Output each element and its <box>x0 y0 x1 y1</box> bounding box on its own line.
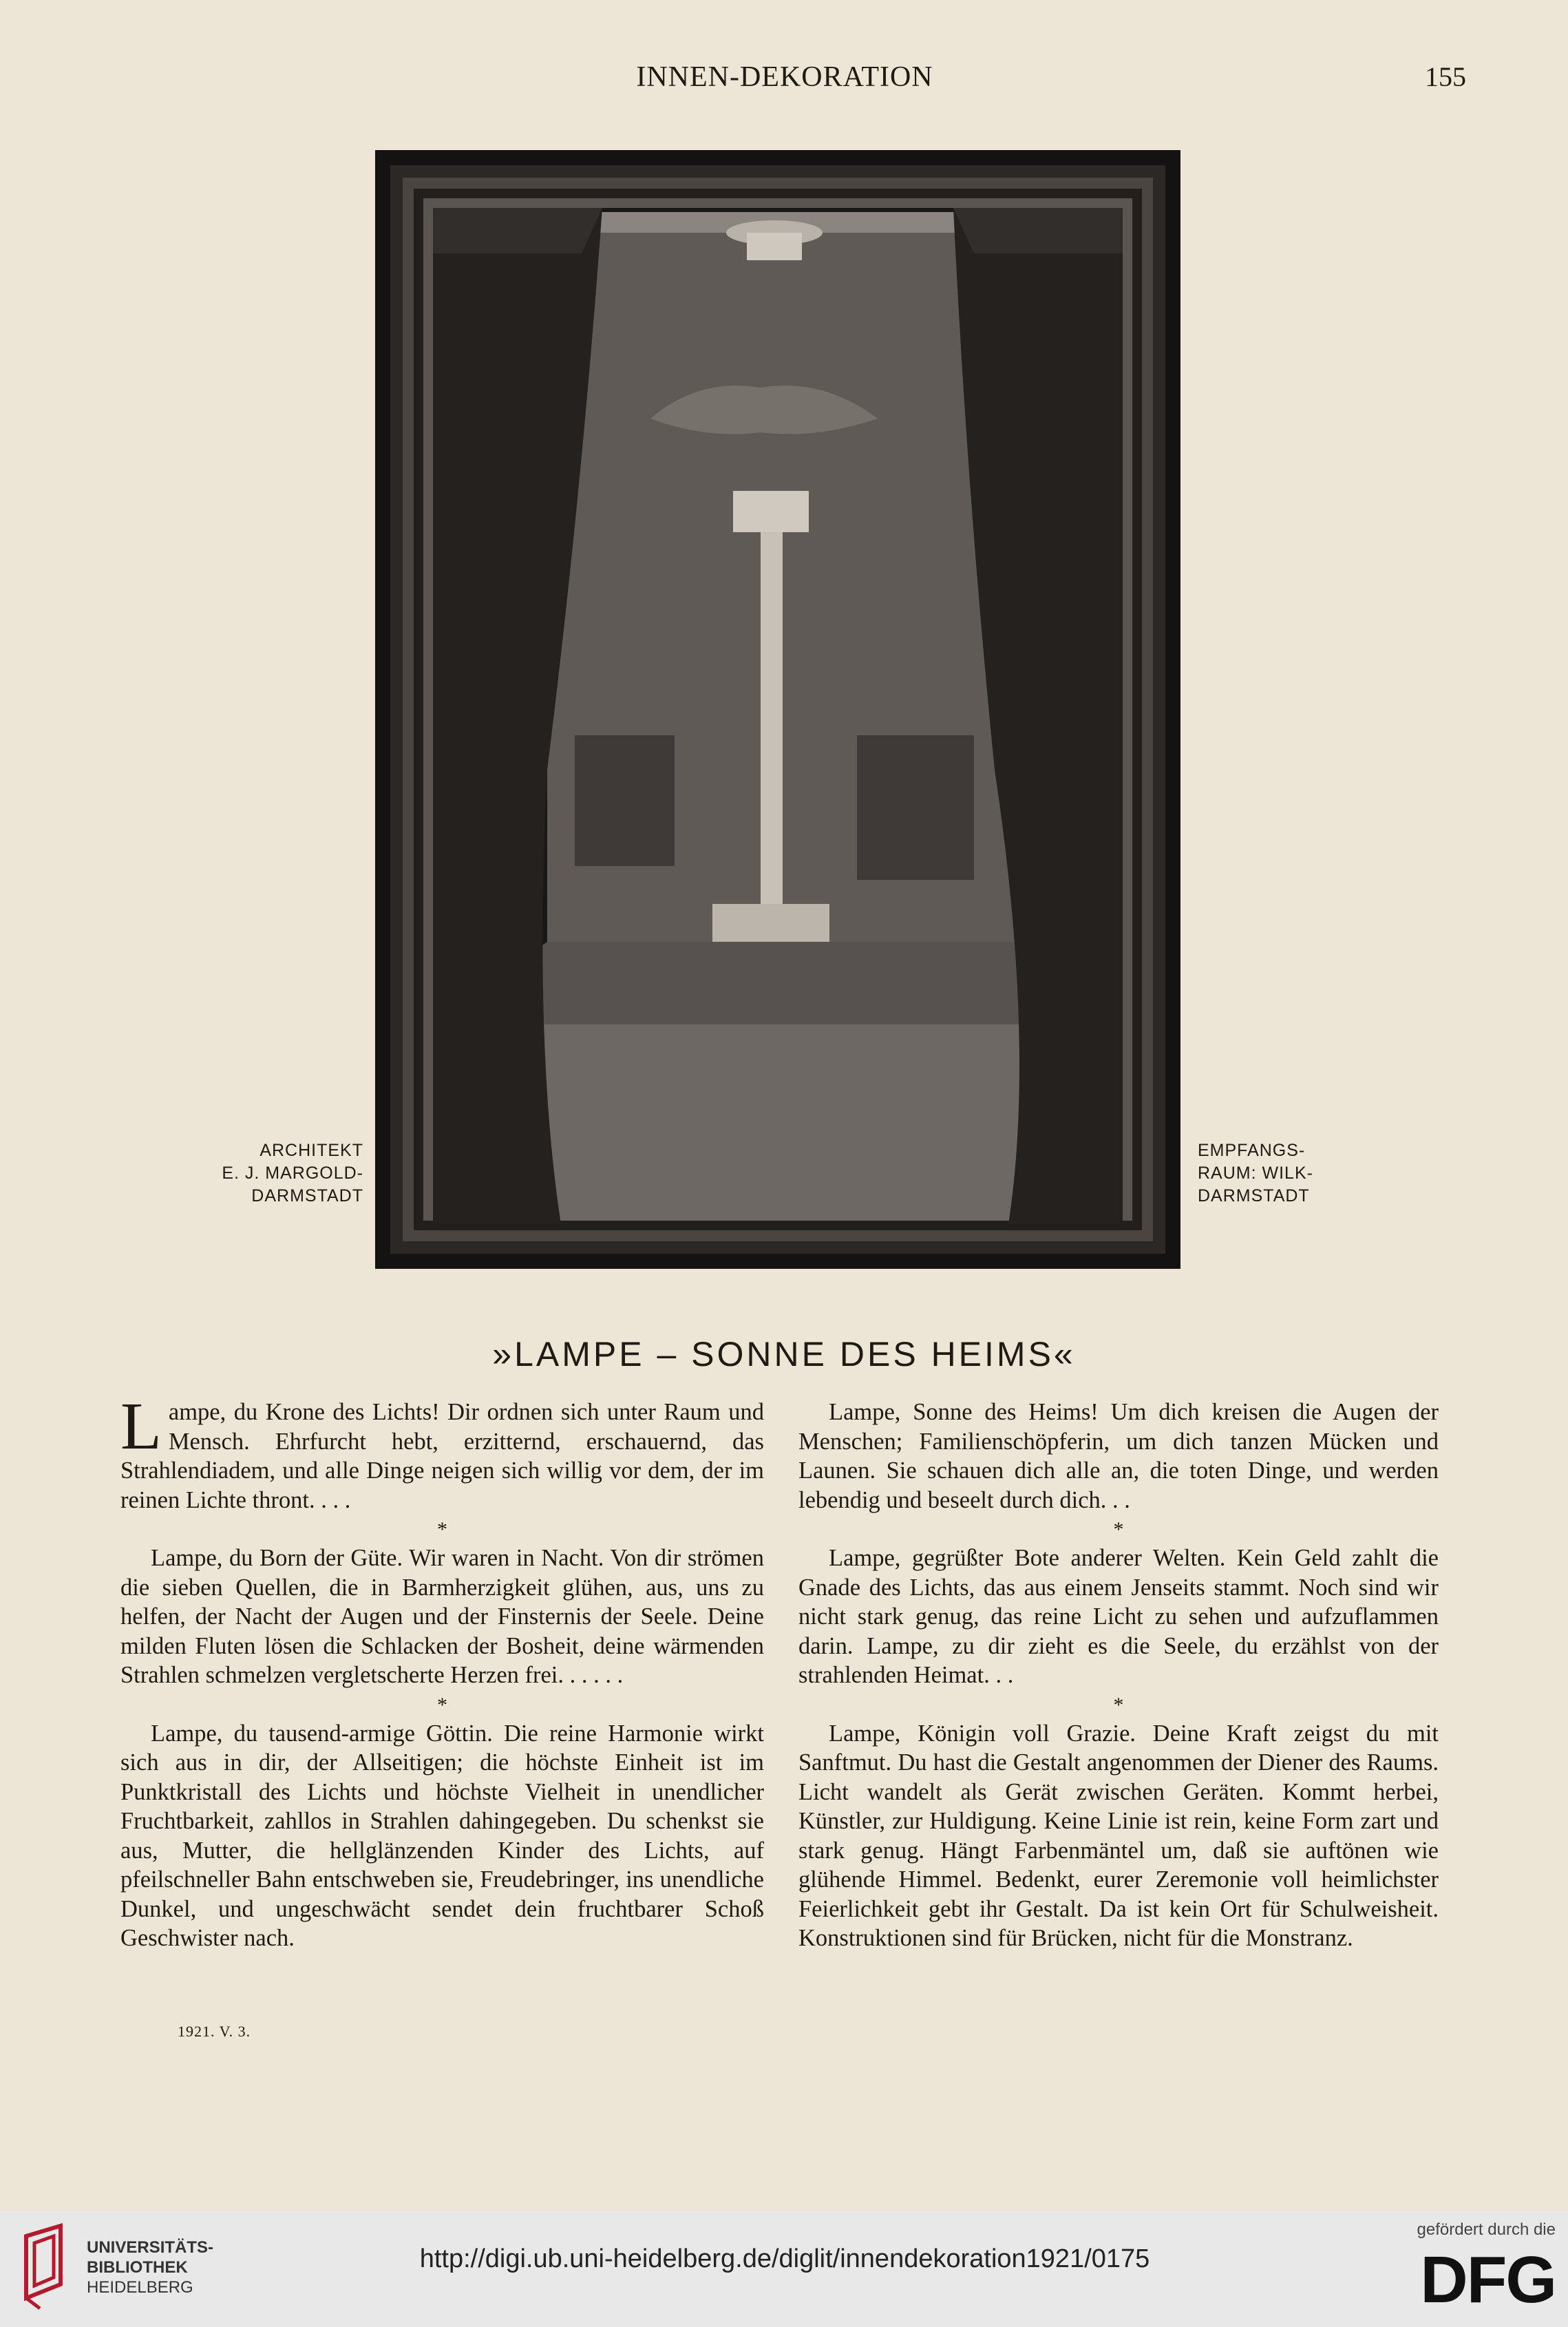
running-title: INNEN-DEKORATION <box>636 61 933 93</box>
page-number: 155 <box>1425 61 1466 92</box>
library-line: UNIVERSITÄTS- <box>87 2238 214 2257</box>
caption-line: DARMSTADT <box>251 1186 363 1205</box>
library-line: HEIDELBERG <box>87 2278 193 2297</box>
paragraph: Lampe, Sonne des Heims! Um dich kreisen die Augen der Menschen; Familienschöpferin, um dich tanzen Mücken und Launen. Sie schauen dich alle an, die toten Dinge, und werden lebendig und beseelt durch dich. . . <box>798 1399 1439 1513</box>
paragraph <box>120 1389 764 1515</box>
paragraph: Lampe, du Born der Güte. Wir waren in Nacht. Von dir strömen die sieben Quellen, die in Barmherzigkeit glühen, aus, uns zu helfen, der Nacht der Augen und der Finsternis der Seele. Deine milden Fluten lösen die Schlacken der Bosheit, deine wärmenden Strahlen schmelzen vergletscherte Herzen frei. . . . . . <box>120 1545 764 1688</box>
issue-footnote: 1921. V. 3. <box>178 2023 251 2040</box>
reception-room-image <box>375 150 1180 1269</box>
section-separator: * <box>437 1693 447 1716</box>
funding-label: gefördert durch die <box>1417 2220 1556 2239</box>
paragraph: Lampe, Königin voll Grazie. Deine Kraft zeigst du mit Sanftmut. Du hast die Gestalt angenommen der Diener des Raums. Licht wandelt als Gerät zwischen Geräten. Kommt herbei, Künstler, zur Huldigung. Keine Linie ist rein, keine Form zart und stark genug. Hängt Farbenmäntel um, daß sie auftönen wie glühende Himmel. Bedenkt, eurer Zeremonie voll heimlichster Feierlichkeit gebt ihr Gestalt. Da ist kein Ort für Schulweisheit. Konstruktionen sind für Brücken, nicht für die Monstranz. <box>798 1720 1439 1951</box>
university-library-name <box>87 2238 213 2297</box>
paragraph-text: ampe, du Krone des Lichts! Dir ordnen sich unter Raum und Mensch. Ehrfurcht hebt, erzitternd, erschauernd, das Strahlendiadem, und alle Dinge neigen sich willig vor dem, der im reinen Lichte thront. . . . <box>120 1399 764 1513</box>
text-column-left <box>120 1389 764 1953</box>
section-separator: * <box>437 1518 447 1541</box>
drop-cap: L <box>120 1389 162 1464</box>
caption-line: E. J. MARGOLD- <box>222 1164 363 1183</box>
paragraph: Lampe, du tausend-armige Göttin. Die reine Harmonie wirkt sich aus in dir, der Allseitigen; die höchste Einheit ist im Punktkristall des Lichts und höchste Vielheit in unendlicher Fruchtbarkeit, zahllos in Strahlen dahingegeben. Du schenkst sie aus, Mutter, die hellglänzenden Kinder des Lichts, auf pfeilschneller Bahn entschweben sie, Freudebringer, ins unendliche Dunkel, und ungeschwächt sendet dein fruchtbarer Schoß Geschwister nach. <box>120 1720 764 1951</box>
section-separator: * <box>1113 1518 1124 1541</box>
caption-architect <box>206 1139 363 1208</box>
university-library-logo-icon <box>19 2222 74 2310</box>
library-line: BIBLIOTHEK <box>87 2258 188 2277</box>
section-separator: * <box>1113 1693 1124 1716</box>
caption-line: EMPFANGS- <box>1198 1141 1306 1160</box>
dfg-logo: DFG <box>1420 2243 1556 2317</box>
caption-room <box>1198 1139 1377 1208</box>
text-column-right <box>798 1398 1439 1953</box>
interior-photograph <box>375 150 1180 1269</box>
article-title: »LAMPE – SONNE DES HEIMS« <box>492 1335 1076 1373</box>
permalink-url[interactable]: http://digi.ub.uni-heidelberg.de/diglit/innendekoration1921/0175 <box>419 2244 1150 2273</box>
paragraph: Lampe, gegrüßter Bote anderer Welten. Kein Geld zahlt die Gnade des Lichts, das aus einem Jenseits stammt. Noch sind wir nicht stark genug, das reine Licht zu sehen und aufzuflammen darin. Lampe, zu dir zieht es die Seele, du erzählst von der strahlenden Heimat. . . <box>798 1545 1439 1688</box>
caption-line: RAUM: WILK- <box>1198 1164 1313 1183</box>
caption-line: ARCHITEKT <box>259 1141 363 1160</box>
caption-line: DARMSTADT <box>1198 1186 1310 1205</box>
